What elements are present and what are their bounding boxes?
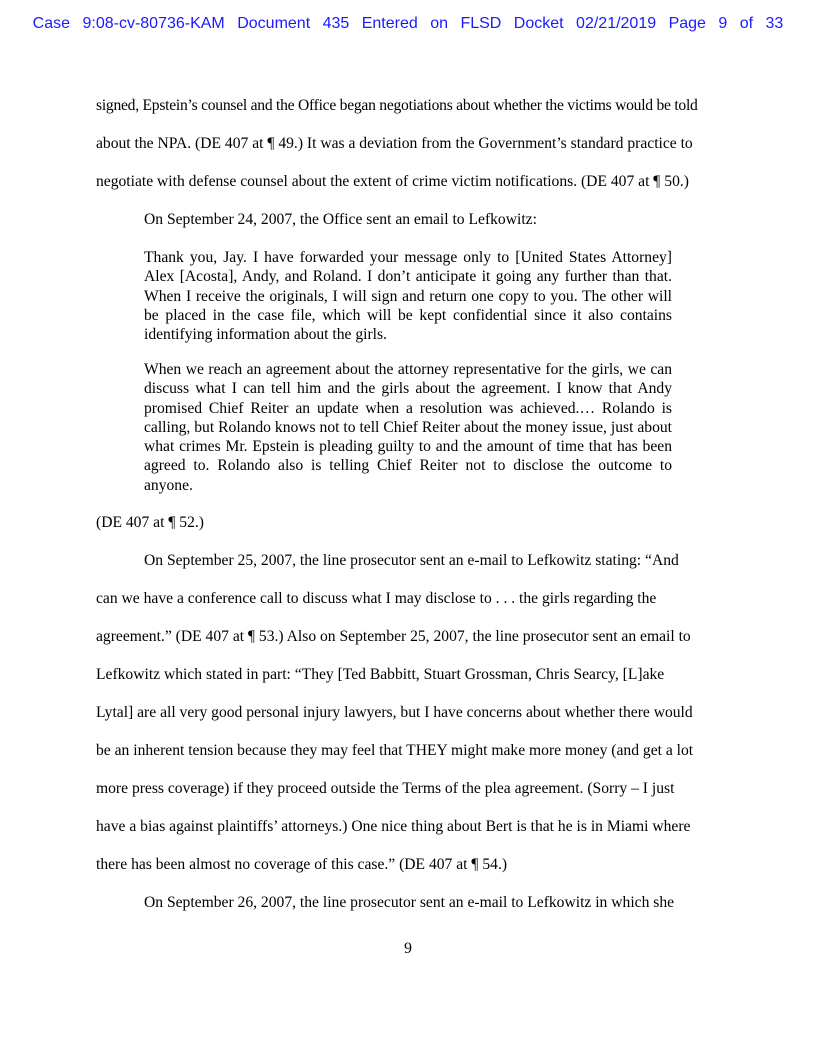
- body-line: be an inherent tension because they may feel that THEY might make more money (and get a lot: [96, 742, 694, 759]
- quote-paragraph: When we reach an agreement about the attorney representative for the girls, we can discuss what I can tell him and the girls about the agreement. I know that Andy promised Chief Reiter an update when a resolution was achieved.… Rolando is calling, but Rolando knows not to tell Chief Reiter about the money issue, just about what crimes Mr. Epstein is pleading guilty to and the amount of time that has been agreed to. Rolando also is telling Chief Reiter not to disclose the outcome to anyone.: [144, 361, 672, 494]
- page-of-total: Page 9 of 33: [668, 15, 784, 32]
- case-number: Case 9:08-cv-80736-KAM: [32, 15, 225, 32]
- document-number: Document 435: [237, 15, 350, 32]
- body-line: On September 26, 2007, the line prosecutor sent an e-mail to Lefkowitz in which she: [144, 894, 675, 911]
- body-line: about the NPA. (DE 407 at ¶ 49.) It was a deviation from the Government’s standard practice to: [96, 135, 693, 152]
- body-line: negotiate with defense counsel about the extent of crime victim notifications. (DE 407 at ¶ 50.): [96, 173, 689, 190]
- body-line: agreement.” (DE 407 at ¶ 53.) Also on September 25, 2007, the line prosecutor sent an email to: [96, 628, 691, 645]
- body-line: Lefkowitz which stated in part: “They [Ted Babbitt, Stuart Grossman, Chris Searcy, [L]ake: [96, 666, 665, 683]
- docket-header: [0, 15, 816, 33]
- page-number: 9: [404, 940, 412, 957]
- body-line: have a bias against plaintiffs’ attorneys.) One nice thing about Bert is that he is in Miami where: [96, 818, 691, 835]
- docket-entry: Entered on FLSD Docket 02/21/2019: [361, 15, 657, 32]
- body-line: there has been almost no coverage of this case.” (DE 407 at ¶ 54.): [96, 856, 508, 873]
- body-line: signed, Epstein’s counsel and the Office began negotiations about whether the victims would be told: [96, 97, 698, 114]
- quote-paragraph: Thank you, Jay. I have forwarded your message only to [United States Attorney] Alex [Acosta], Andy, and Roland. I don’t anticipate it going any further than that. When I receive the originals, I will sign and return one copy to you. The other will be placed in the case file, which will be kept confidential since it also contains identifying information about the girls.: [144, 249, 672, 344]
- body-line: On September 25, 2007, the line prosecutor sent an e-mail to Lefkowitz stating: “And: [144, 552, 679, 569]
- body-line: Lytal] are all very good personal injury lawyers, but I have concerns about whether there would: [96, 704, 693, 721]
- body-line: more press coverage) if they proceed outside the Terms of the plea agreement. (Sorry – I just: [96, 780, 675, 797]
- body-line: can we have a conference call to discuss what I may disclose to . . . the girls regarding the: [96, 590, 657, 607]
- body-line: On September 24, 2007, the Office sent an email to Lefkowitz:: [144, 211, 537, 228]
- citation: (DE 407 at ¶ 52.): [96, 514, 204, 531]
